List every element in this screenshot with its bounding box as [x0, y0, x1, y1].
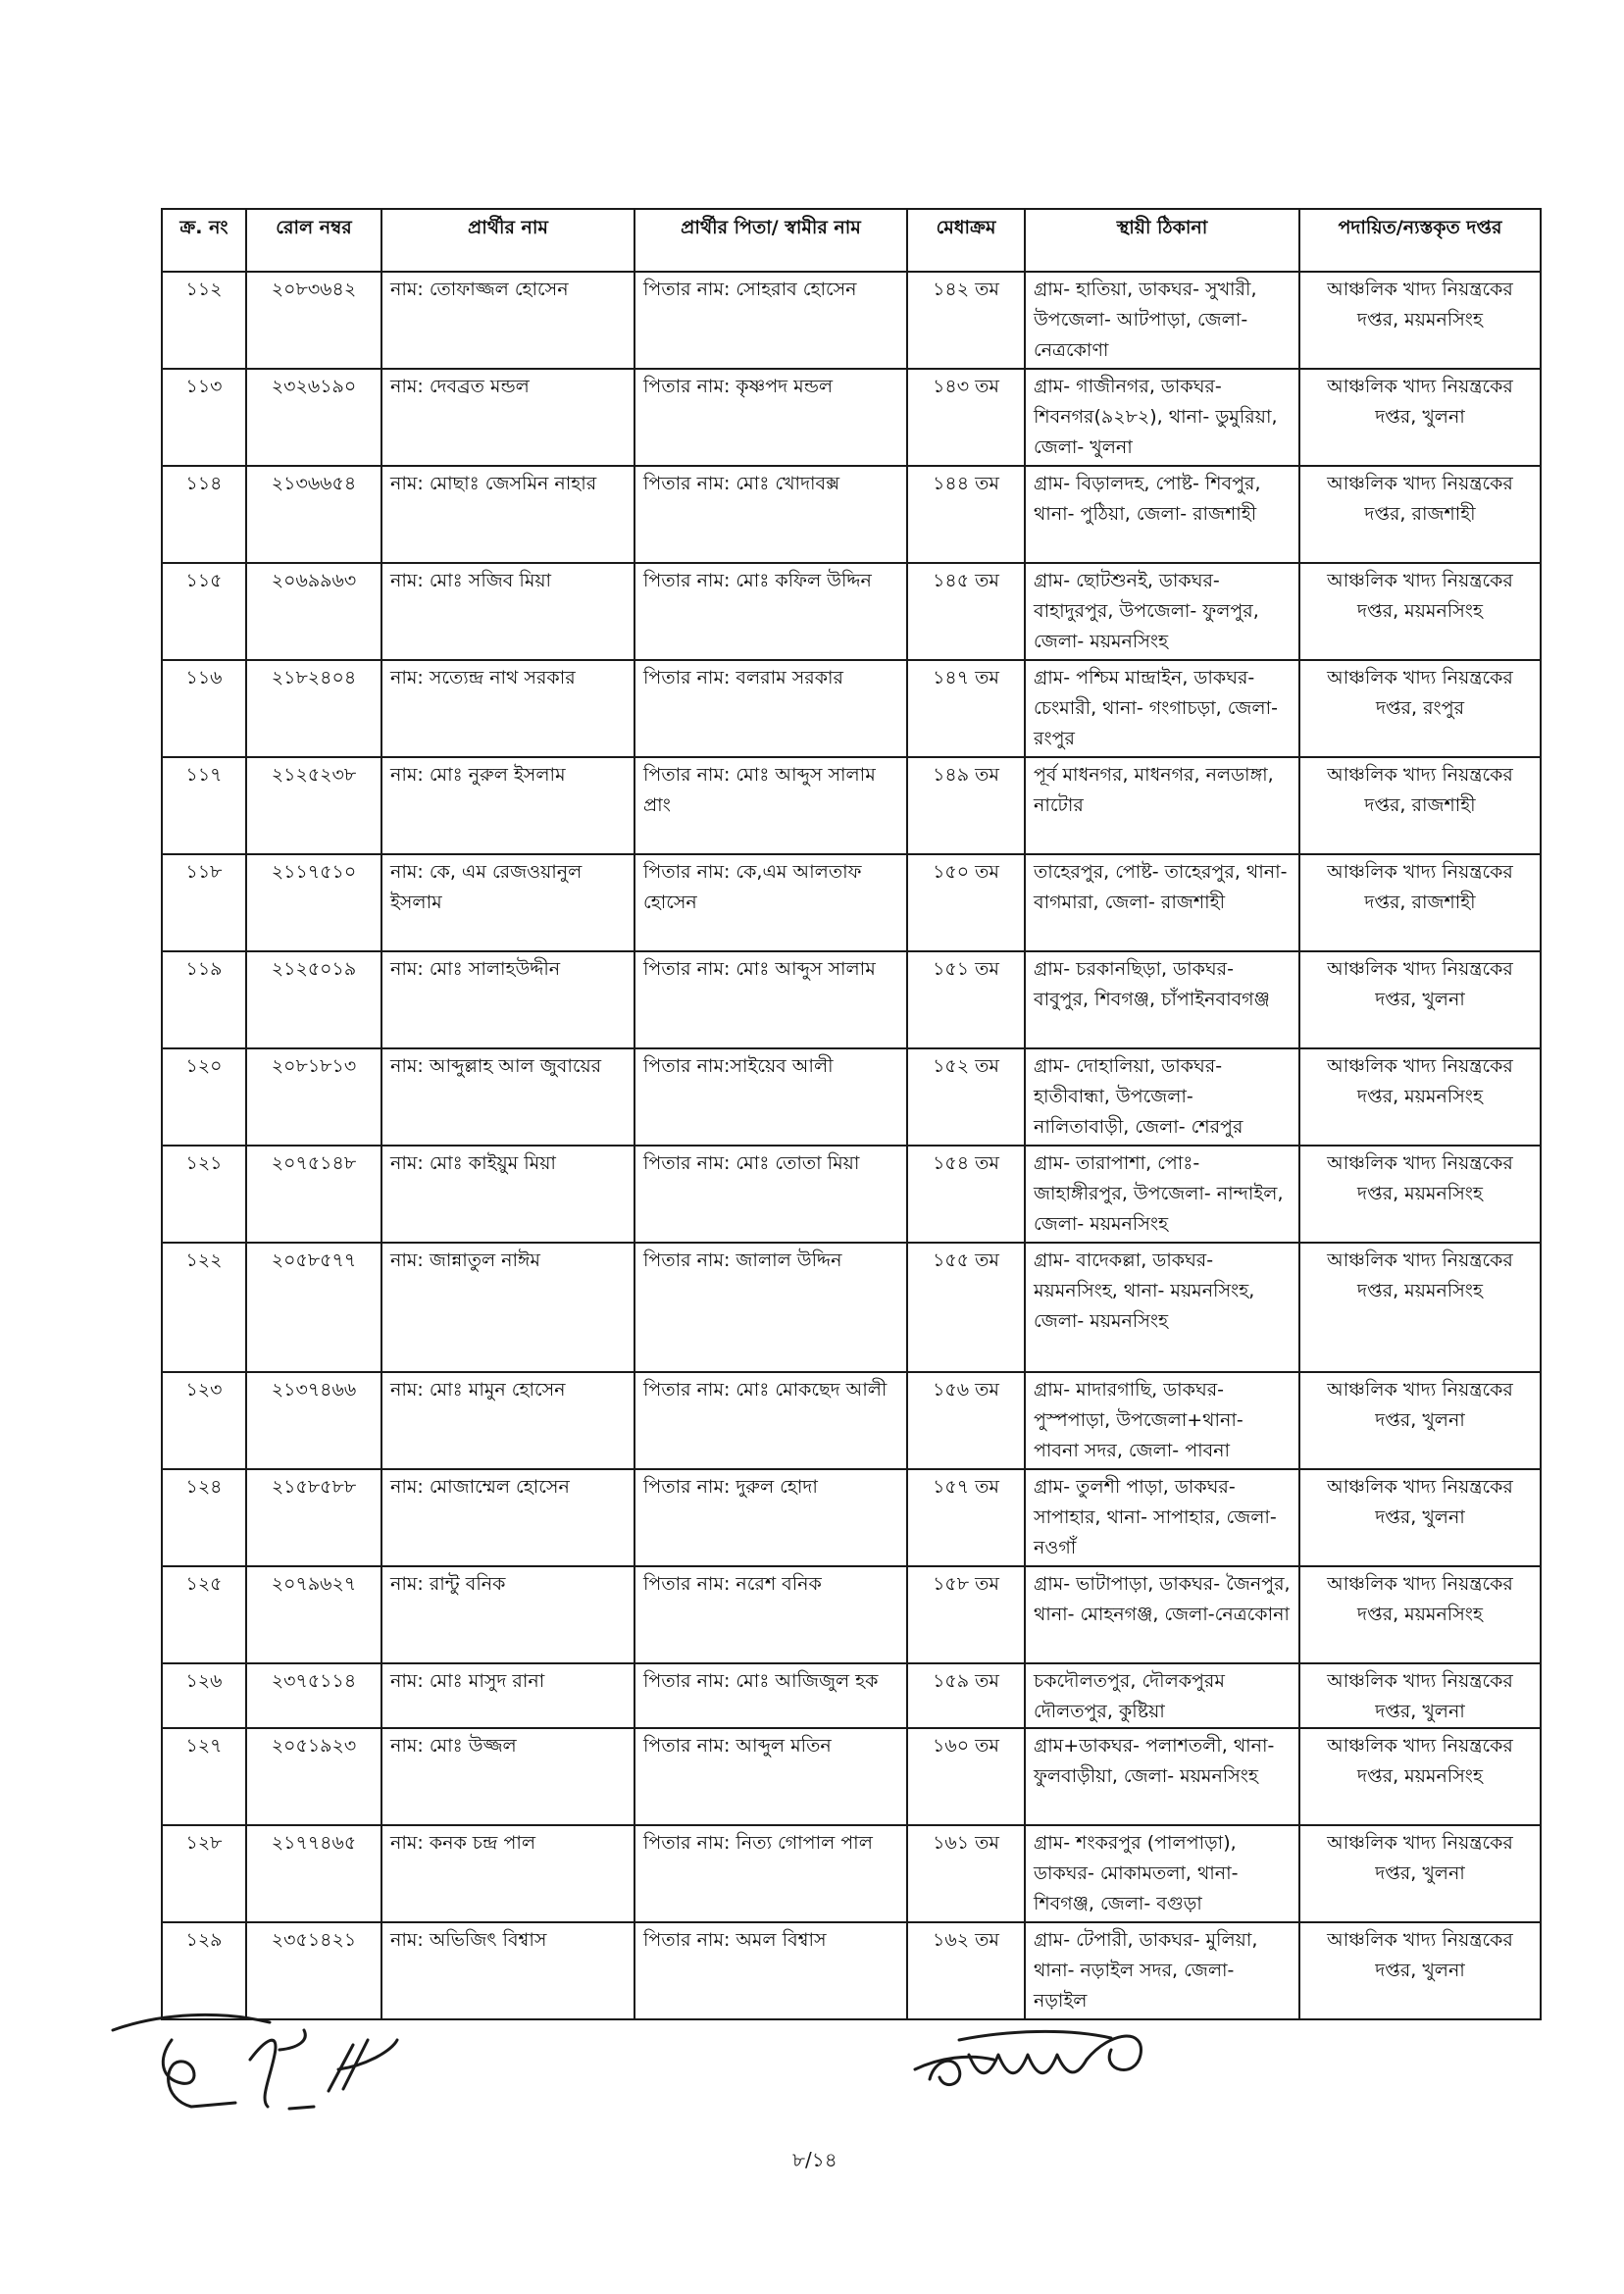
cell-merit: ১৪৫ তম [907, 563, 1025, 660]
cell-office: আঞ্চলিক খাদ্য নিয়ন্ত্রকের দপ্তর, খুলনা [1299, 951, 1541, 1048]
table-row [162, 660, 1541, 757]
cell-name: নাম: মোঃ মামুন হোসেন [381, 1372, 634, 1469]
table-row [162, 1728, 1541, 1825]
cell-guardian: পিতার নাম: মোঃ তোতা মিয়া [634, 1146, 907, 1243]
table-row [162, 1566, 1541, 1663]
table-row [162, 369, 1541, 466]
table-row [162, 1243, 1541, 1372]
cell-address: গ্রাম- তারাপাশা, পোঃ- জাহাঙ্গীরপুর, উপজেলা- নান্দাইল, জেলা- ময়মনসিংহ [1025, 1146, 1299, 1243]
cell-name: নাম: কে, এম রেজওয়ানুল ইসলাম [381, 854, 634, 951]
cell-roll: ২৩২৬১৯০ [246, 369, 381, 466]
cell-merit: ১৬০ তম [907, 1728, 1025, 1825]
cell-name: নাম: মোঃ মাসুদ রানা [381, 1663, 634, 1728]
cell-guardian: পিতার নাম: কে,এম আলতাফ হোসেন [634, 854, 907, 951]
table-row [162, 1663, 1541, 1728]
cell-serial: ১২৪ [162, 1469, 246, 1566]
cell-office: আঞ্চলিক খাদ্য নিয়ন্ত্রকের দপ্তর, খুলনা [1299, 1922, 1541, 2019]
cell-address: গ্রাম- গাজীনগর, ডাকঘর- শিবনগর(৯২৮২), থানা- ডুমুরিয়া, জেলা- খুলনা [1025, 369, 1299, 466]
table-row [162, 1469, 1541, 1566]
cell-merit: ১৬১ তম [907, 1825, 1025, 1922]
table-row [162, 854, 1541, 951]
cell-roll: ২০৬৯৯৬৩ [246, 563, 381, 660]
table-row [162, 563, 1541, 660]
cell-address: পূর্ব মাধনগর, মাধনগর, নলডাঙ্গা, নাটোর [1025, 757, 1299, 854]
cell-address: গ্রাম- ভাটাপাড়া, ডাকঘর- জৈনপুর, থানা- মোহনগঞ্জ, জেলা-নেত্রকোনা [1025, 1566, 1299, 1663]
table-row [162, 757, 1541, 854]
cell-roll: ২১৫৮৫৮৮ [246, 1469, 381, 1566]
cell-name: নাম: রান্টু বনিক [381, 1566, 634, 1663]
cell-roll: ২১৭৭৪৬৫ [246, 1825, 381, 1922]
cell-roll: ২১৩৬৬৫৪ [246, 466, 381, 563]
cell-merit: ১৪২ তম [907, 272, 1025, 369]
signature-right [900, 2011, 1165, 2118]
table-row [162, 466, 1541, 563]
cell-address: গ্রাম- ছোটশুনই, ডাকঘর- বাহাদুরপুর, উপজেলা- ফুলপুর, জেলা- ময়মনসিংহ [1025, 563, 1299, 660]
cell-address: গ্রাম- বাদেকল্লা, ডাকঘর- ময়মনসিংহ, থানা- ময়মনসিংহ, জেলা- ময়মনসিংহ [1025, 1243, 1299, 1372]
cell-merit: ১৫৭ তম [907, 1469, 1025, 1566]
cell-name: নাম: আব্দুল্লাহ আল জুবায়ের [381, 1048, 634, 1146]
cell-guardian: পিতার নাম: মোঃ আজিজুল হক [634, 1663, 907, 1728]
cell-office: আঞ্চলিক খাদ্য নিয়ন্ত্রকের দপ্তর, খুলনা [1299, 1663, 1541, 1728]
cell-serial: ১১২ [162, 272, 246, 369]
cell-address: গ্রাম- শংকরপুর (পালপাড়া), ডাকঘর- মোকামতলা, থানা- শিবগঞ্জ, জেলা- বগুড়া [1025, 1825, 1299, 1922]
header-serial: ক্র. নং [162, 209, 246, 272]
table-row [162, 272, 1541, 369]
cell-office: আঞ্চলিক খাদ্য নিয়ন্ত্রকের দপ্তর, রংপুর [1299, 660, 1541, 757]
cell-address: গ্রাম- দোহালিয়া, ডাকঘর- হাতীবান্ধা, উপজেলা- নালিতাবাড়ী, জেলা- শেরপুর [1025, 1048, 1299, 1146]
cell-merit: ১৪৯ তম [907, 757, 1025, 854]
cell-name: নাম: সত্যেন্দ্র নাথ সরকার [381, 660, 634, 757]
cell-roll: ২০৮৩৬৪২ [246, 272, 381, 369]
cell-roll: ২০৫৮৫৭৭ [246, 1243, 381, 1372]
cell-address: গ্রাম- টেপারী, ডাকঘর- মুলিয়া, থানা- নড়াইল সদর, জেলা- নড়াইল [1025, 1922, 1299, 2019]
header-office: পদায়িত/ন্যস্তকৃত দপ্তর [1299, 209, 1541, 272]
cell-office: আঞ্চলিক খাদ্য নিয়ন্ত্রকের দপ্তর, খুলনা [1299, 1469, 1541, 1566]
cell-office: আঞ্চলিক খাদ্য নিয়ন্ত্রকের দপ্তর, ময়মনসিংহ [1299, 1728, 1541, 1825]
cell-serial: ১২৩ [162, 1372, 246, 1469]
cell-guardian: পিতার নাম: সোহরাব হোসেন [634, 272, 907, 369]
cell-name: নাম: মোঃ সজিব মিয়া [381, 563, 634, 660]
cell-office: আঞ্চলিক খাদ্য নিয়ন্ত্রকের দপ্তর, খুলনা [1299, 1372, 1541, 1469]
cell-serial: ১১৬ [162, 660, 246, 757]
cell-roll: ২৩৭৫১১৪ [246, 1663, 381, 1728]
cell-office: আঞ্চলিক খাদ্য নিয়ন্ত্রকের দপ্তর, ময়মনসিংহ [1299, 1146, 1541, 1243]
cell-address: গ্রাম- বিড়ালদহ, পোষ্ট- শিবপুর, থানা- পুঠিয়া, জেলা- রাজশাহী [1025, 466, 1299, 563]
table-row [162, 1372, 1541, 1469]
cell-serial: ১২৮ [162, 1825, 246, 1922]
cell-merit: ১৬২ তম [907, 1922, 1025, 2019]
cell-serial: ১২২ [162, 1243, 246, 1372]
signature-left [103, 2001, 436, 2138]
cell-name: নাম: মোঃ নুরুল ইসলাম [381, 757, 634, 854]
cell-address: চকদৌলতপুর, দৌলকপুরম দৌলতপুর, কুষ্টিয়া [1025, 1663, 1299, 1728]
cell-merit: ১৪৩ তম [907, 369, 1025, 466]
cell-name: নাম: দেবব্রত মন্ডল [381, 369, 634, 466]
cell-merit: ১৪৪ তম [907, 466, 1025, 563]
cell-roll: ২০৫১৯২৩ [246, 1728, 381, 1825]
cell-address: গ্রাম- তুলশী পাড়া, ডাকঘর- সাপাহার, থানা- সাপাহার, জেলা- নওগাঁ [1025, 1469, 1299, 1566]
cell-office: আঞ্চলিক খাদ্য নিয়ন্ত্রকের দপ্তর, ময়মনসিংহ [1299, 1048, 1541, 1146]
cell-guardian: পিতার নাম: মোঃ কফিল উদ্দিন [634, 563, 907, 660]
cell-guardian: পিতার নাম: বলরাম সরকার [634, 660, 907, 757]
page-number: ৮/১৪ [792, 2148, 837, 2171]
cell-address: গ্রাম- পশ্চিম মান্দ্রাইন, ডাকঘর- চেংমারী, থানা- গংগাচড়া, জেলা- রংপুর [1025, 660, 1299, 757]
cell-office: আঞ্চলিক খাদ্য নিয়ন্ত্রকের দপ্তর, ময়মনসিংহ [1299, 1243, 1541, 1372]
cell-guardian: পিতার নাম: মোঃ আব্দুস সালাম [634, 951, 907, 1048]
cell-serial: ১১৩ [162, 369, 246, 466]
header-guardian: প্রার্থীর পিতা/ স্বামীর নাম [634, 209, 907, 272]
cell-roll: ২১৮২৪০৪ [246, 660, 381, 757]
cell-guardian: পিতার নাম: নিত্য গোপাল পাল [634, 1825, 907, 1922]
header-address: স্থায়ী ঠিকানা [1025, 209, 1299, 272]
cell-serial: ১১৫ [162, 563, 246, 660]
cell-address: গ্রাম- চরকানছিড়া, ডাকঘর- বাবুপুর, শিবগঞ্জ, চাঁপাইনবাবগঞ্জ [1025, 951, 1299, 1048]
cell-office: আঞ্চলিক খাদ্য নিয়ন্ত্রকের দপ্তর, ময়মনসিংহ [1299, 563, 1541, 660]
merit-list-table [161, 208, 1542, 2020]
cell-roll: ২১২৫০১৯ [246, 951, 381, 1048]
cell-merit: ১৫১ তম [907, 951, 1025, 1048]
cell-guardian: পিতার নাম: কৃষ্ণপদ মন্ডল [634, 369, 907, 466]
table-row [162, 1825, 1541, 1922]
header-roll: রোল নম্বর [246, 209, 381, 272]
cell-office: আঞ্চলিক খাদ্য নিয়ন্ত্রকের দপ্তর, রাজশাহী [1299, 466, 1541, 563]
cell-office: আঞ্চলিক খাদ্য নিয়ন্ত্রকের দপ্তর, ময়মনসিংহ [1299, 272, 1541, 369]
cell-guardian: পিতার নাম: অমল বিশ্বাস [634, 1922, 907, 2019]
cell-merit: ১৫৮ তম [907, 1566, 1025, 1663]
header-merit: মেধাক্রম [907, 209, 1025, 272]
cell-office: আঞ্চলিক খাদ্য নিয়ন্ত্রকের দপ্তর, খুলনা [1299, 1825, 1541, 1922]
cell-serial: ১২৯ [162, 1922, 246, 2019]
cell-office: আঞ্চলিক খাদ্য নিয়ন্ত্রকের দপ্তর, রাজশাহী [1299, 757, 1541, 854]
cell-roll: ২৩৫১৪২১ [246, 1922, 381, 2019]
cell-name: নাম: অভিজিৎ বিশ্বাস [381, 1922, 634, 2019]
cell-merit: ১৫৫ তম [907, 1243, 1025, 1372]
cell-serial: ১১৯ [162, 951, 246, 1048]
cell-guardian: পিতার নাম:সাইয়েব আলী [634, 1048, 907, 1146]
table-row [162, 1146, 1541, 1243]
cell-guardian: পিতার নাম: মোঃ আব্দুস সালাম প্রাং [634, 757, 907, 854]
cell-merit: ১৪৭ তম [907, 660, 1025, 757]
cell-address: গ্রাম- হাতিয়া, ডাকঘর- সুখারী, উপজেলা- আটপাড়া, জেলা- নেত্রকোণা [1025, 272, 1299, 369]
cell-roll: ২১৩৭৪৬৬ [246, 1372, 381, 1469]
cell-guardian: পিতার নাম: মোঃ মোকছেদ আলী [634, 1372, 907, 1469]
cell-serial: ১২৫ [162, 1566, 246, 1663]
cell-roll: ২১২৫২৩৮ [246, 757, 381, 854]
cell-name: নাম: মোজাম্মেল হোসেন [381, 1469, 634, 1566]
cell-serial: ১২০ [162, 1048, 246, 1146]
cell-office: আঞ্চলিক খাদ্য নিয়ন্ত্রকের দপ্তর, খুলনা [1299, 369, 1541, 466]
cell-guardian: পিতার নাম: জালাল উদ্দিন [634, 1243, 907, 1372]
cell-address: গ্রাম+ডাকঘর- পলাশতলী, থানা- ফুলবাড়ীয়া, জেলা- ময়মনসিংহ [1025, 1728, 1299, 1825]
cell-serial: ১২৬ [162, 1663, 246, 1728]
cell-name: নাম: মোঃ সালাহউদ্দীন [381, 951, 634, 1048]
cell-roll: ২০৭৯৬২৭ [246, 1566, 381, 1663]
cell-name: নাম: তোফাজ্জল হোসেন [381, 272, 634, 369]
cell-office: আঞ্চলিক খাদ্য নিয়ন্ত্রকের দপ্তর, ময়মনসিংহ [1299, 1566, 1541, 1663]
cell-serial: ১১৪ [162, 466, 246, 563]
cell-name: নাম: জান্নাতুল নাঈম [381, 1243, 634, 1372]
cell-roll: ২১১৭৫১০ [246, 854, 381, 951]
cell-guardian: পিতার নাম: আব্দুল মতিন [634, 1728, 907, 1825]
cell-name: নাম: মোঃ উজ্জল [381, 1728, 634, 1825]
cell-serial: ১২৭ [162, 1728, 246, 1825]
cell-office: আঞ্চলিক খাদ্য নিয়ন্ত্রকের দপ্তর, রাজশাহী [1299, 854, 1541, 951]
cell-merit: ১৫৯ তম [907, 1663, 1025, 1728]
table-row [162, 951, 1541, 1048]
cell-merit: ১৫০ তম [907, 854, 1025, 951]
cell-address: তাহেরপুর, পোষ্ট- তাহেরপুর, থানা-বাগমারা, জেলা- রাজশাহী [1025, 854, 1299, 951]
cell-address: গ্রাম- মাদারগাছি, ডাকঘর- পুস্পপাড়া, উপজেলা+থানা- পাবনা সদর, জেলা- পাবনা [1025, 1372, 1299, 1469]
cell-serial: ১১৮ [162, 854, 246, 951]
cell-guardian: পিতার নাম: মোঃ খোদাবক্স [634, 466, 907, 563]
cell-merit: ১৫৬ তম [907, 1372, 1025, 1469]
cell-roll: ২০৭৫১৪৮ [246, 1146, 381, 1243]
cell-merit: ১৫৪ তম [907, 1146, 1025, 1243]
table-row [162, 1048, 1541, 1146]
cell-name: নাম: মোছাঃ জেসমিন নাহার [381, 466, 634, 563]
cell-merit: ১৫২ তম [907, 1048, 1025, 1146]
cell-name: নাম: মোঃ কাইয়ুম মিয়া [381, 1146, 634, 1243]
table-header-row [162, 209, 1541, 272]
cell-serial: ১১৭ [162, 757, 246, 854]
cell-guardian: পিতার নাম: নরেশ বনিক [634, 1566, 907, 1663]
cell-name: নাম: কনক চন্দ্র পাল [381, 1825, 634, 1922]
cell-serial: ১২১ [162, 1146, 246, 1243]
header-name: প্রার্থীর নাম [381, 209, 634, 272]
cell-guardian: পিতার নাম: দুরুল হোদা [634, 1469, 907, 1566]
cell-roll: ২০৮১৮১৩ [246, 1048, 381, 1146]
